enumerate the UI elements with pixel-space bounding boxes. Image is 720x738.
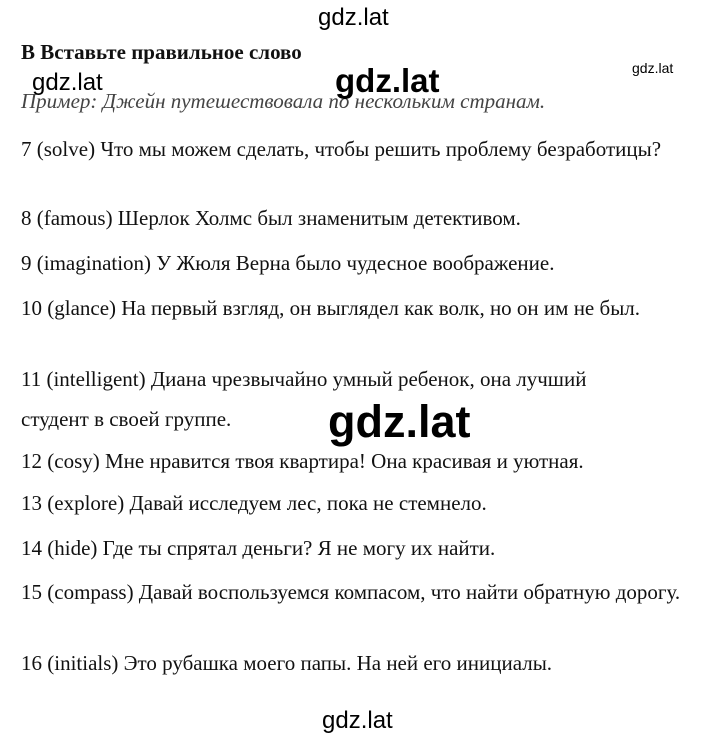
sentence-13: 13 (explore) Давай исследуем лес, пока не стемнело. [21,491,487,515]
sentence-11: 11 (intelligent) Диана чрезвычайно умный ребенок, она лучший [21,367,587,391]
watermark-right: gdz.lat [632,60,674,76]
sentence-14: 14 (hide) Где ты спрятал деньги? Я не могу их найти. [21,536,496,560]
sentence-16: 16 (initials) Это рубашка моего папы. На ней его инициалы. [21,651,553,675]
sentence-15: 15 (compass) Давай воспользуемся компасом, что найти обратную дорогу. [21,580,681,604]
sentence-8: 8 (famous) Шерлок Холмс был знаменитым детективом. [21,206,521,230]
watermark-center: gdz.lat [328,396,471,447]
sentence-7: 7 (solve) Что мы можем сделать, чтобы решить проблему безработицы? [21,137,662,161]
sentence-10: 10 (glance) На первый взгляд, он выглядел как волк, но он им не был. [21,296,641,320]
watermark-middle: gdz.lat [335,62,440,99]
sentence-9: 9 (imagination) У Жюля Верна было чудесное воображение. [21,251,555,275]
watermark-left: gdz.lat [32,69,103,96]
watermark-top: gdz.lat [318,4,389,31]
exercise-title: B Вставьте правильное слово [21,40,302,64]
watermark-bottom: gdz.lat [322,707,393,734]
example-sentence: Пример: Джейн путешествовала по нескольким странам. [21,89,546,113]
sentence-12: 12 (cosy) Мне нравится твоя квартира! Она красивая и уютная. [21,449,584,473]
sentence-11-continued: студент в своей группе. [21,407,232,431]
